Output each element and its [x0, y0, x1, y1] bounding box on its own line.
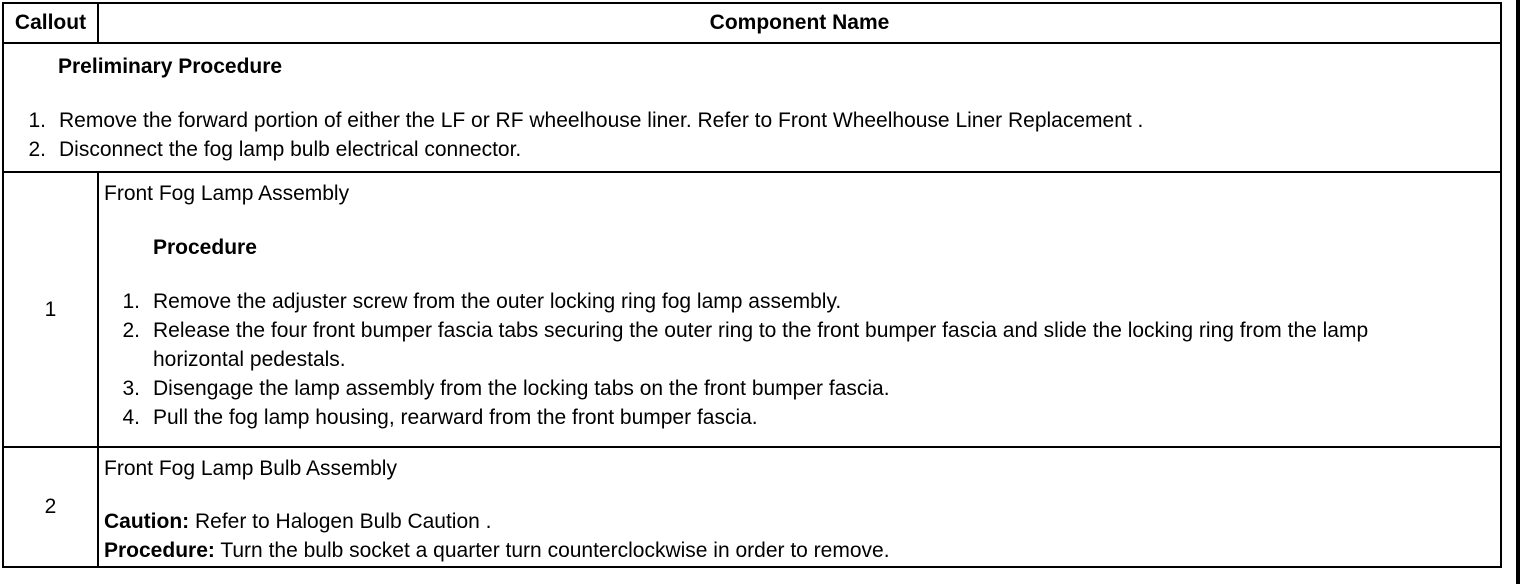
- component-cell: [98, 172, 1501, 447]
- caution-text: Refer to Halogen Bulb Caution .: [189, 510, 492, 533]
- procedure-title: Procedure: [153, 236, 257, 259]
- header-component-name: Component Name: [98, 3, 1501, 43]
- step-text: Remove the adjuster screw from the outer locking ring fog lamp assembly.: [153, 290, 842, 313]
- step-text: Remove the forward portion of either the LF or RF wheelhouse liner. Refer to Front Wheelhouse Liner Replacement .: [59, 109, 1144, 132]
- step-number: 2.: [122, 319, 140, 342]
- list-item: [4, 135, 1500, 164]
- caution-label: Caution:: [104, 510, 190, 533]
- component-name: Front Fog Lamp Assembly: [104, 182, 350, 205]
- list-item: [99, 316, 1500, 374]
- table-row: [3, 447, 1501, 567]
- procedure-label: Procedure:: [104, 539, 215, 562]
- procedure-line: [104, 536, 1500, 565]
- step-text: Disconnect the fog lamp bulb electrical connector.: [59, 138, 522, 161]
- component-cell: [98, 447, 1501, 567]
- list-item: [99, 287, 1500, 316]
- procedure-text: Turn the bulb socket a quarter turn counterclockwise in order to remove.: [214, 539, 890, 562]
- component-name: Front Fog Lamp Bulb Assembly: [104, 457, 397, 480]
- preliminary-cell: [3, 43, 1501, 172]
- caution-line: [104, 507, 1500, 536]
- step-number: 4.: [122, 406, 140, 429]
- list-item: [99, 403, 1500, 432]
- table-header-row: [3, 3, 1501, 43]
- preliminary-row: [3, 43, 1501, 172]
- callout-number: 2: [3, 447, 98, 567]
- list-item: [99, 374, 1500, 403]
- callout-number: 1: [3, 172, 98, 447]
- step-number: 2.: [28, 138, 46, 161]
- step-text: Pull the fog lamp housing, rearward from the front bumper fascia.: [153, 406, 758, 429]
- list-item: [4, 106, 1500, 135]
- step-number: 1.: [28, 109, 46, 132]
- preliminary-steps: [4, 106, 1500, 164]
- step-number: 3.: [122, 377, 140, 400]
- table-row: [3, 172, 1501, 447]
- preliminary-title: Preliminary Procedure: [58, 55, 283, 78]
- procedure-steps: [99, 287, 1500, 432]
- callout-table: [2, 2, 1502, 568]
- step-text: Release the four front bumper fascia tabs securing the outer ring to the front bumper fascia and slide the locking ring from the lamp horizontal pedestals.: [153, 319, 1369, 371]
- header-callout: Callout: [3, 3, 98, 43]
- step-number: 1.: [122, 290, 140, 313]
- step-text: Disengage the lamp assembly from the locking tabs on the front bumper fascia.: [153, 377, 890, 400]
